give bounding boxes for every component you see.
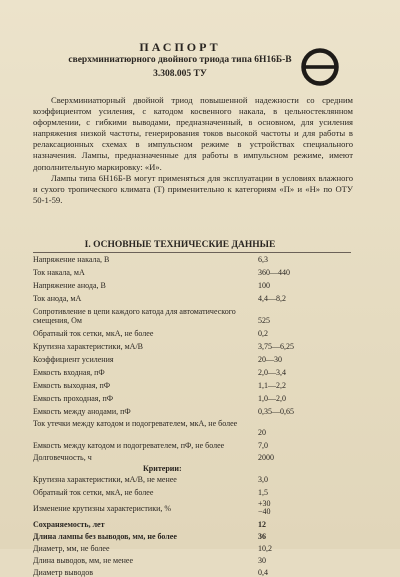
- intro-paragraph-2: Лампы типа 6Н16Б-В могут применяться для эксплуатации в условиях влажного и сухого тропического климата (Т) применительно к категориям «П» и «Н» по ОТУ 50-1-59.: [33, 172, 353, 205]
- document-number: 3.308.005 ТУ: [153, 69, 207, 79]
- criteria-label: Изменение крутизны характеристики, %: [33, 504, 172, 513]
- tolerance-minus: −40: [258, 507, 271, 516]
- param-label: Емкость между анодами, пФ: [33, 407, 131, 416]
- param-value: 4,4—8,2: [258, 294, 286, 303]
- param-label: Долговечность, ч: [33, 453, 92, 462]
- param-label: Напряжение анода, В: [33, 281, 106, 290]
- param-value: 2000: [258, 453, 274, 462]
- intro-text: [33, 95, 353, 206]
- param-value: 360—440: [258, 268, 290, 277]
- param-label: Коэффициент усиления: [33, 355, 114, 364]
- criteria-value: 3,0: [258, 475, 268, 484]
- param-label: Емкость между катодом и подогревателем, пФ, не более: [33, 441, 225, 450]
- param-label: Ток накала, мА: [33, 268, 85, 277]
- param-value: 3,75—6,25: [258, 342, 294, 351]
- param-value: 0,2: [258, 329, 268, 338]
- param-label: Обратный ток сетки, мкА, не более: [33, 329, 154, 338]
- param-value: 0,35—0,65: [258, 407, 294, 416]
- criteria-title: Критерии:: [143, 464, 182, 473]
- param-value: 20: [258, 428, 266, 437]
- param-label: Емкость выходная, пФ: [33, 381, 111, 390]
- param-value: 20—30: [258, 355, 282, 364]
- param-value: 2,0—3,4: [258, 368, 286, 377]
- param-label: Крутизна характеристики, мА/В: [33, 342, 143, 351]
- intro-paragraph-1: Сверхминиатюрный двойной триод повышенной надежности со средним коэффициентом усиления, с катодом косвенного накала, в цельностеклянном оформлении, с гибкими выводами, предназначенный, в основном, для усиления напряжения низкой частоты, генерирования токов высокой частоты и для работы в релаксационных схемах в импульсном режиме в устройствах специального назначения. Лампы, предназначенные для работы в импульсном режиме, имеют дополнительную маркировку: «И».: [33, 95, 353, 172]
- param-label: Емкость входная, пФ: [33, 368, 105, 377]
- param-label: Ток утечки между катодом и подогревателем, мкА, не более: [33, 419, 238, 428]
- triode-symbol-icon: [300, 47, 340, 87]
- page-title: ПАСПОРТ: [139, 40, 221, 54]
- param-value: 6,3: [258, 255, 268, 264]
- param-label: Сопротивление в цепи каждого катода для автоматического смещения, Ом: [33, 307, 236, 325]
- param-value: 36: [258, 532, 266, 541]
- param-label: Емкость проходная, пФ: [33, 394, 114, 403]
- section-title: I. ОСНОВНЫЕ ТЕХНИЧЕСКИЕ ДАННЫЕ: [84, 240, 276, 250]
- param-value: 525: [258, 316, 270, 325]
- param-value: 12: [258, 520, 266, 529]
- param-label: Диаметр, мм, не более: [33, 544, 110, 553]
- param-label: Сохраняемость, лет: [33, 520, 105, 529]
- param-value: 1,1—2,2: [258, 381, 286, 390]
- criteria-label: Крутизна характеристики, мА/В, не менее: [33, 475, 177, 484]
- param-label: Напряжение накала, В: [33, 255, 110, 264]
- page-subtitle: сверхминиатюрного двойного триода типа 6Н16Б-В: [68, 55, 292, 65]
- section-divider: [33, 252, 351, 253]
- param-value: 1,0—2,0: [258, 394, 286, 403]
- param-label: Длина лампы без выводов, мм, не более: [33, 532, 177, 541]
- tolerance-plus: +30: [258, 499, 271, 508]
- param-label: Ток анода, мА: [33, 294, 82, 303]
- param-value: 10,2: [258, 544, 272, 553]
- param-label: Длина выводов, мм, не менее: [33, 556, 134, 565]
- criteria-value: 1,5: [258, 488, 268, 497]
- criteria-label: Обратный ток сетки, мкА, не более: [33, 488, 154, 497]
- param-value: 0,4: [258, 568, 268, 577]
- param-value: 100: [258, 281, 270, 290]
- param-value: 7,0: [258, 441, 268, 450]
- tolerance-values: [258, 500, 271, 516]
- param-label: Диаметр выводов: [33, 568, 93, 577]
- param-value: 30: [258, 556, 266, 565]
